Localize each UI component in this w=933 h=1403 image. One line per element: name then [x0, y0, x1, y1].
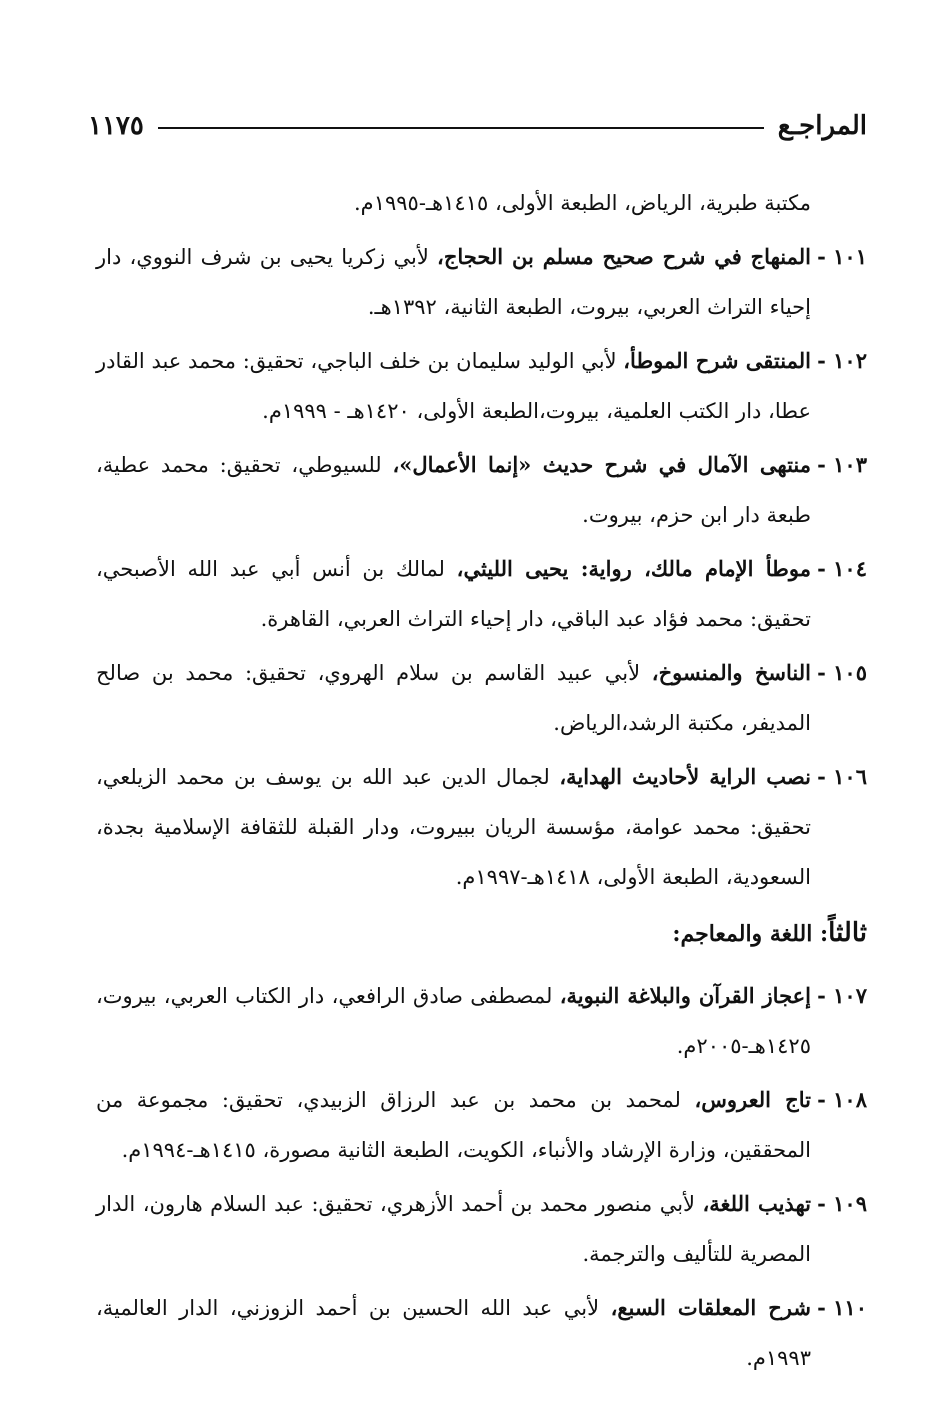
- reference-entry: [96, 752, 867, 902]
- entry-title: إعجاز القرآن والبلاغة النبوية،: [559, 983, 811, 1008]
- entry-number: ١٠٧ -: [817, 983, 867, 1008]
- reference-entry: [96, 336, 867, 436]
- entry-number: ١٠٤ -: [817, 556, 867, 581]
- entry-number: ١٠٥ -: [817, 660, 867, 685]
- entry-title: المنتقى شرح الموطأ،: [623, 348, 811, 373]
- reference-entry: [96, 544, 867, 644]
- entry-number: ١٠١ -: [817, 244, 867, 269]
- entry-number: ١٠٩ -: [817, 1191, 867, 1216]
- entry-title: منتهى الآمال في شرح حديث «إنما الأعمال»،: [392, 452, 811, 477]
- entry-details: لأبي زكريا يحيى بن شرف النووي، دار إحياء التراث العربي، بيروت، الطبعة الثانية، ١٣٩٢هـ.: [96, 245, 811, 319]
- entry-details: لجمال الدين عبد الله بن يوسف بن محمد الزيلعي، تحقيق: محمد عوامة، مؤسسة الريان ببيروت، ودار القبلة للثقافة الإسلامية بجدة، السعودية، الطبعة الأولى، ١٤١٨هـ-١٩٩٧م.: [96, 765, 811, 889]
- entry-number: ١٠٦ -: [817, 764, 867, 789]
- reference-entry: [96, 971, 867, 1071]
- reference-list-a: [96, 232, 867, 902]
- entry-details: لمصطفى صادق الرافعي، دار الكتاب العربي، بيروت، ١٤٢٥هـ-٢٠٠٥م.: [96, 984, 811, 1058]
- entry-title: شرح المعلقات السبع،: [610, 1295, 811, 1320]
- entry-details: للسيوطي، تحقيق: محمد عطية، طبعة دار ابن حزم، بيروت.: [96, 453, 811, 527]
- continued-entry-text: مكتبة طبرية، الرياض، الطبعة الأولى، ١٤١٥هـ-١٩٩٥م.: [354, 191, 811, 215]
- running-title: المراجـع: [777, 111, 867, 141]
- reference-list-b: [96, 971, 867, 1383]
- reference-entry: [96, 440, 867, 540]
- entry-number: ١٠٢ -: [817, 348, 867, 373]
- entry-title: تهذيب اللغة،: [702, 1191, 811, 1216]
- references-body: [96, 178, 867, 1387]
- page-number: ١١٧٥: [88, 111, 144, 141]
- entry-details: لأبي منصور محمد بن أحمد الأزهري، تحقيق: عبد السلام هارون، الدار المصرية للتأليف والترجمة.: [96, 1192, 811, 1266]
- entry-title: موطأ الإمام مالك، رواية: يحيى الليثي،: [456, 556, 811, 581]
- entry-number: ١٠٣ -: [817, 452, 867, 477]
- entry-title: المنهاج في شرح صحيح مسلم بن الحجاج،: [437, 244, 811, 269]
- header-rule: [158, 127, 764, 129]
- reference-entry: [96, 1179, 867, 1279]
- running-header: [88, 106, 867, 146]
- section-heading: [96, 908, 867, 959]
- reference-entry: [96, 648, 867, 748]
- entry-details: لأبي عبيد القاسم بن سلام الهروي، تحقيق: محمد بن صالح المديفر، مكتبة الرشد،الرياض.: [96, 661, 811, 735]
- reference-entry: [96, 1283, 867, 1383]
- entry-details: لمالك بن أنس أبي عبد الله الأصبحي، تحقيق: محمد فؤاد عبد الباقي، دار إحياء التراث العربي، القاهرة.: [96, 557, 811, 631]
- entry-number: ١١٠ -: [817, 1295, 867, 1320]
- reference-entry: [96, 1075, 867, 1175]
- entry-details: لمحمد بن محمد بن عبد الرزاق الزبيدي، تحقيق: مجموعة من المحققين، وزارة الإرشاد والأنباء، الكويت، الطبعة الثانية مصورة، ١٤١٥هـ-١٩٩٤م.: [96, 1088, 811, 1162]
- entry-title: الناسخ والمنسوخ،: [651, 660, 811, 685]
- reference-entry: [96, 232, 867, 332]
- section-heading-rest: : اللغة والمعاجم:: [672, 921, 829, 947]
- entry-title: تاج العروس،: [694, 1087, 811, 1112]
- section-heading-lead: ثالثاً: [828, 918, 867, 948]
- entry-details: لأبي عبد الله الحسين بن أحمد الزوزني، الدار العالمية، ١٩٩٣م.: [96, 1296, 811, 1370]
- entry-details: لأبي الوليد سليمان بن خلف الباجي، تحقيق: محمد عبد القادر عطا، دار الكتب العلمية، بيروت،الطبعة الأولى، ١٤٢٠هـ - ١٩٩٩م.: [96, 349, 811, 423]
- entry-title: نصب الراية لأحاديث الهداية،: [559, 764, 811, 789]
- entry-number: ١٠٨ -: [817, 1087, 867, 1112]
